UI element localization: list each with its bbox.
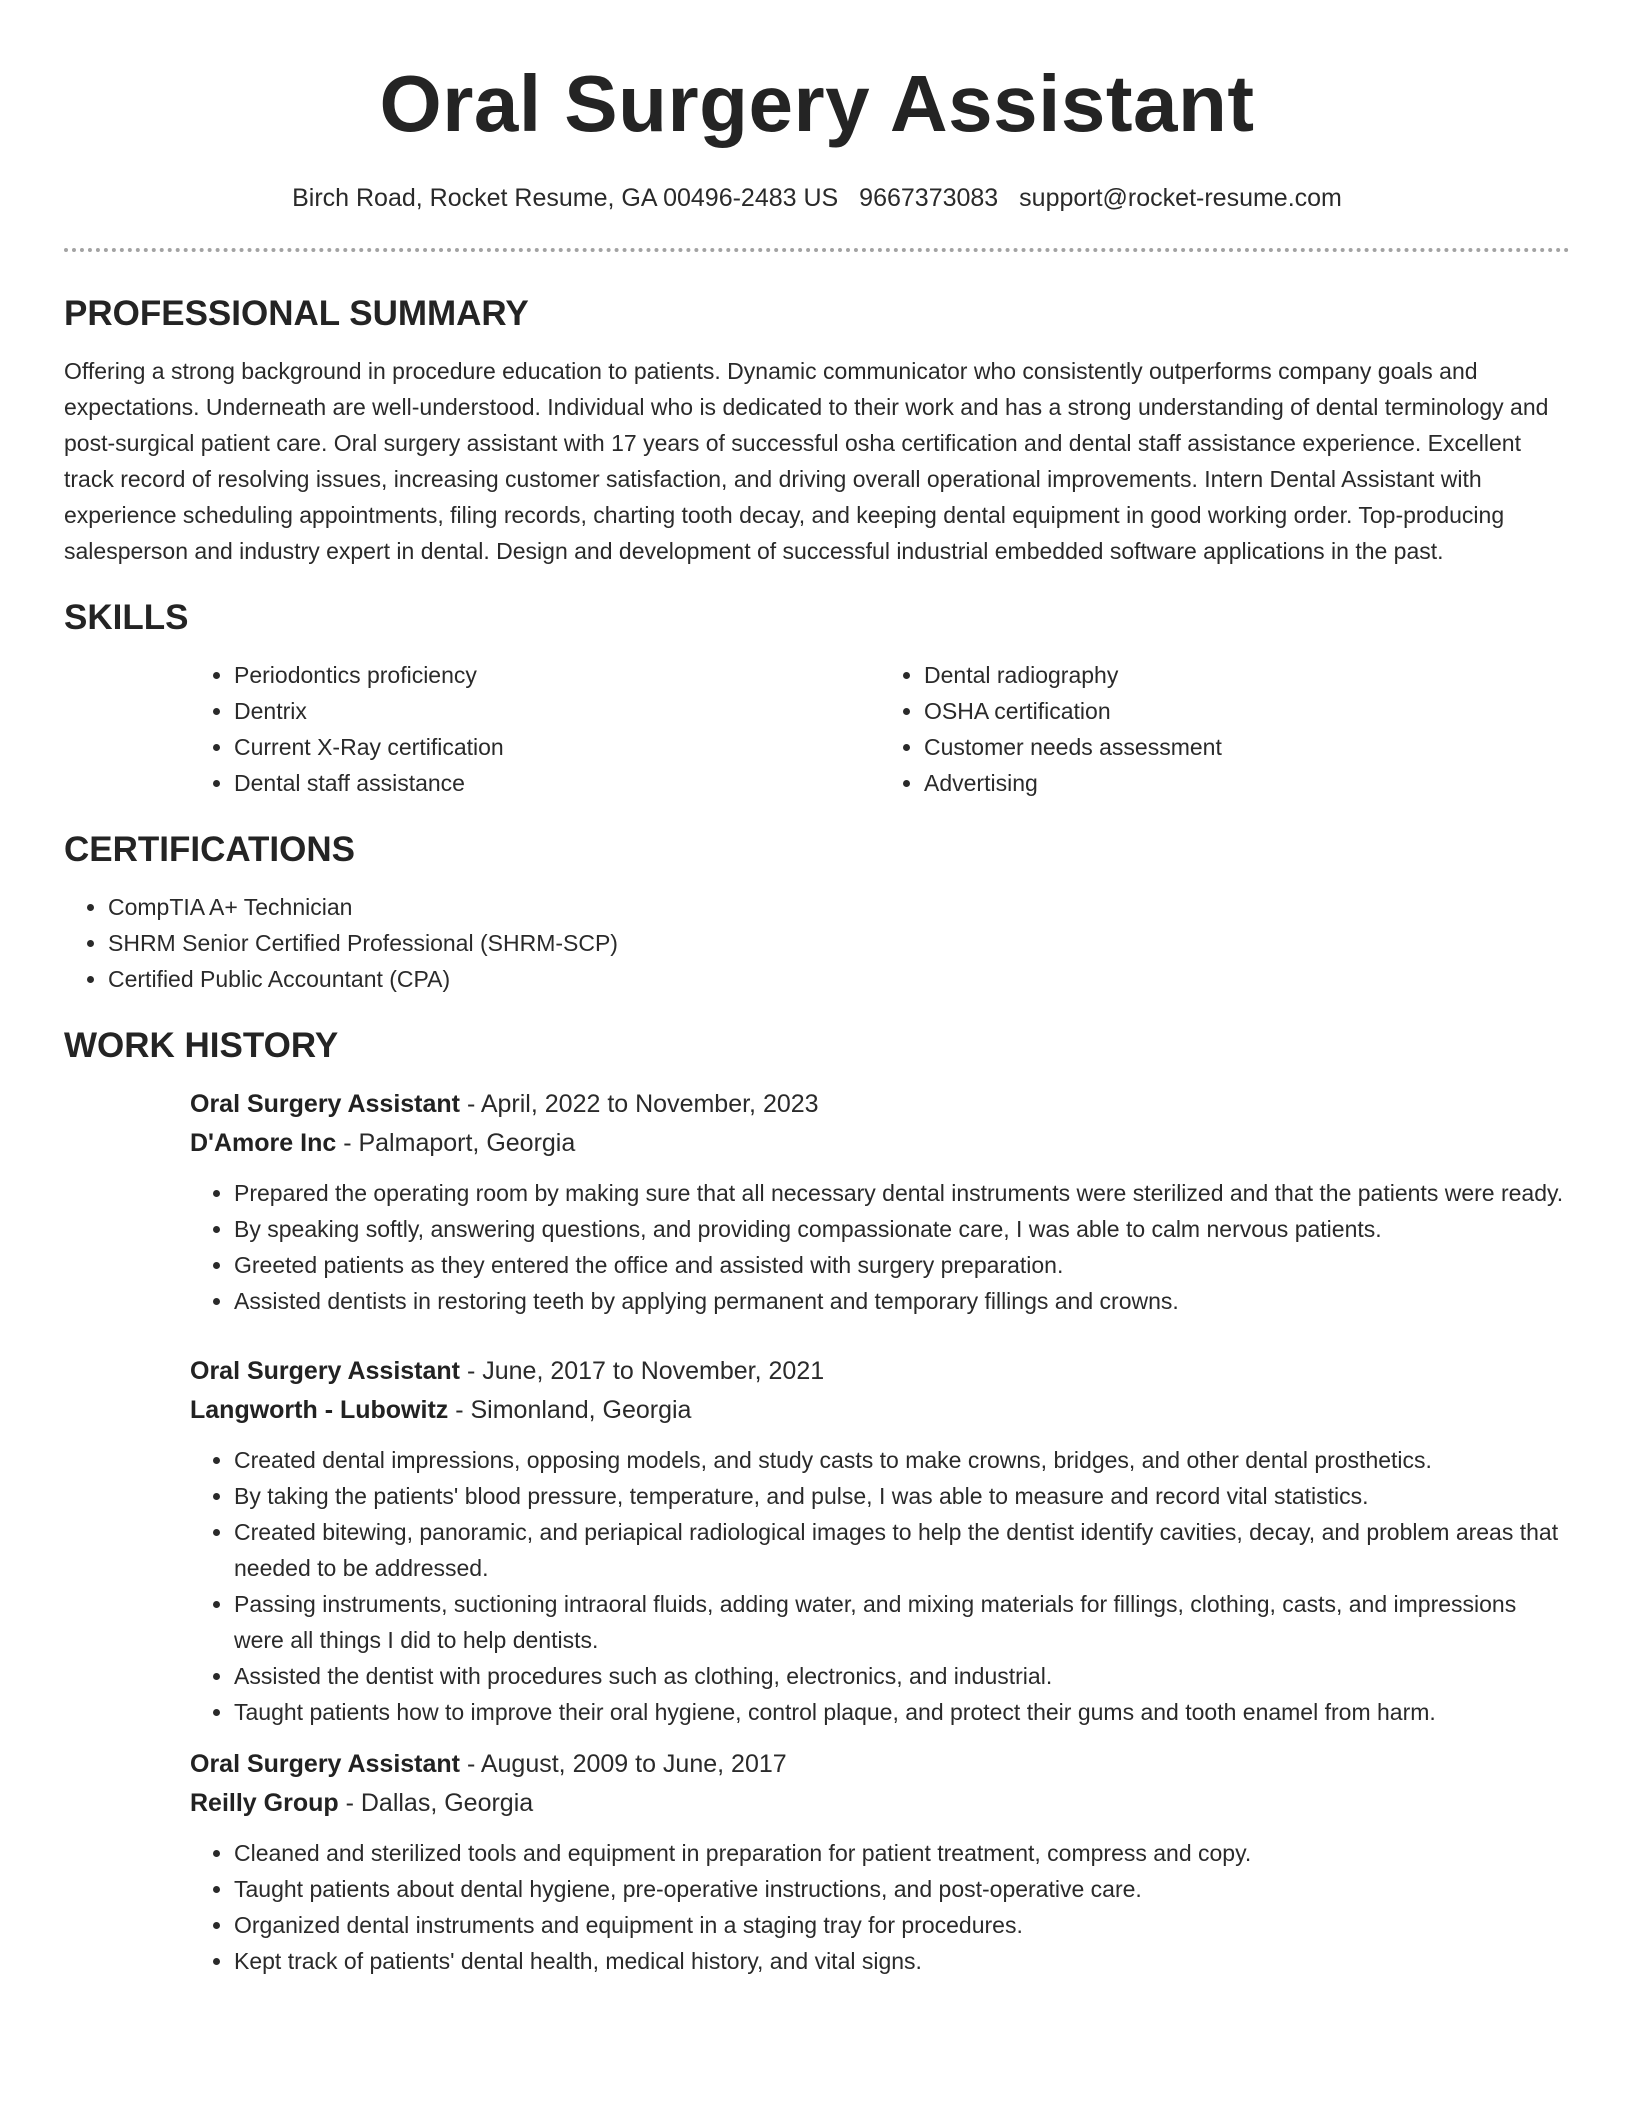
skills-left-list [190, 657, 880, 801]
job-dates: - August, 2009 to June, 2017 [460, 1750, 787, 1778]
skill-item: • Dental radiography [924, 657, 1570, 693]
job-duty: • By taking the patients' blood pressure, temperature, and pulse, I was able to measure and record vital statistics. [234, 1478, 1570, 1514]
job-title-line [190, 1352, 1570, 1391]
job-location: - Palmaport, Georgia [336, 1129, 576, 1157]
skill-item: • Customer needs assessment [924, 729, 1570, 765]
job-location: - Simonland, Georgia [448, 1396, 692, 1424]
job-duty: • Taught patients how to improve their oral hygiene, control plaque, and protect their gums and tooth enamel from harm. [234, 1694, 1570, 1730]
certification-item: • SHRM Senior Certified Professional (SHRM-SCP) [108, 925, 1570, 961]
job-location: - Dallas, Georgia [338, 1789, 534, 1817]
certifications-list [64, 889, 1570, 997]
job-duty: • Kept track of patients' dental health, medical history, and vital signs. [234, 1943, 1570, 1979]
skill-item: • Periodontics proficiency [234, 657, 880, 693]
work-history-heading: WORK HISTORY [64, 1026, 339, 1065]
summary-text: Offering a strong background in procedure education to patients. Dynamic communicator who consistently outperforms company goals and expectations. Underneath are well-understood. Individual who is dedicated to their work and has a strong understanding of dental terminology and post-surgical patient care. Oral surgery assistant with 17 years of successful osha certification and dental staff assistance experience. Excellent track record of resolving issues, increasing customer satisfaction, and driving overall operational improvements. Intern Dental Assistant with experience scheduling appointments, filing records, charting tooth decay, and keeping dental equipment in good working order. Top-producing salesperson and industry expert in dental. Design and development of successful industrial embedded software applications in the past. [64, 358, 1549, 564]
resume-name: Oral Surgery Assistant [379, 59, 1255, 148]
job-duties-list [190, 1442, 1570, 1730]
job-title-line [190, 1085, 1570, 1124]
header-divider [64, 248, 1570, 252]
job-company: D'Amore Inc [190, 1129, 337, 1157]
job-title: Oral Surgery Assistant [190, 1750, 461, 1778]
job-title-line [190, 1745, 1570, 1784]
job-company-line [190, 1124, 1570, 1163]
job-company-line [190, 1784, 1570, 1823]
contact-line [64, 182, 1570, 214]
job-entry [190, 1745, 1570, 1979]
skill-item: • OSHA certification [924, 693, 1570, 729]
job-duty: • Organized dental instruments and equipment in a staging tray for procedures. [234, 1907, 1570, 1943]
contact-address: Birch Road, Rocket Resume, GA 00496-2483 US [292, 184, 839, 212]
job-company: Langworth - Lubowitz [190, 1396, 449, 1424]
job-duty: • Passing instruments, suctioning intraoral fluids, adding water, and mixing materials for fillings, clothing, casts, and impressions were all things I did to help dentists. [234, 1586, 1570, 1658]
contact-phone: 9667373083 [859, 184, 999, 212]
job-duty: • Cleaned and sterilized tools and equipment in preparation for patient treatment, compress and copy. [234, 1835, 1570, 1871]
certification-item: • CompTIA A+ Technician [108, 889, 1570, 925]
summary-heading: PROFESSIONAL SUMMARY [64, 294, 529, 333]
job-title: Oral Surgery Assistant [190, 1357, 461, 1385]
job-duty: • Assisted the dentist with procedures such as clothing, electronics, and industrial. [234, 1658, 1570, 1694]
job-dates: - June, 2017 to November, 2021 [460, 1357, 825, 1385]
job-duty: • Created dental impressions, opposing models, and study casts to make crowns, bridges, and other dental prosthetics. [234, 1442, 1570, 1478]
contact-email: support@rocket-resume.com [1019, 184, 1342, 212]
job-dates: - April, 2022 to November, 2023 [460, 1090, 819, 1118]
job-duty: • Greeted patients as they entered the office and assisted with surgery preparation. [234, 1247, 1570, 1283]
skill-item: • Dental staff assistance [234, 765, 880, 801]
resume-page [64, 0, 1570, 1979]
job-title: Oral Surgery Assistant [190, 1090, 461, 1118]
job-entry [190, 1085, 1570, 1319]
job-duty: • Prepared the operating room by making sure that all necessary dental instruments were sterilized and that the patients were ready. [234, 1175, 1570, 1211]
skill-item: • Advertising [924, 765, 1570, 801]
job-company-line [190, 1391, 1570, 1430]
job-duty: • By speaking softly, answering questions, and providing compassionate care, I was able to calm nervous patients. [234, 1211, 1570, 1247]
skill-item: • Dentrix [234, 693, 880, 729]
skills-right-list [880, 657, 1570, 801]
skills-heading: SKILLS [64, 598, 189, 637]
certification-item: • Certified Public Accountant (CPA) [108, 961, 1570, 997]
job-duty: • Taught patients about dental hygiene, pre-operative instructions, and post-operative care. [234, 1871, 1570, 1907]
job-entry [190, 1352, 1570, 1730]
job-duties-list [190, 1835, 1570, 1979]
job-duty: • Created bitewing, panoramic, and periapical radiological images to help the dentist identify cavities, decay, and problem areas that needed to be addressed. [234, 1514, 1570, 1586]
skills-grid [190, 657, 1570, 801]
job-duties-list [190, 1175, 1570, 1319]
job-company: Reilly Group [190, 1789, 339, 1817]
certifications-heading: CERTIFICATIONS [64, 830, 356, 869]
job-duty: • Assisted dentists in restoring teeth by applying permanent and temporary fillings and crowns. [234, 1283, 1570, 1319]
skill-item: • Current X-Ray certification [234, 729, 880, 765]
